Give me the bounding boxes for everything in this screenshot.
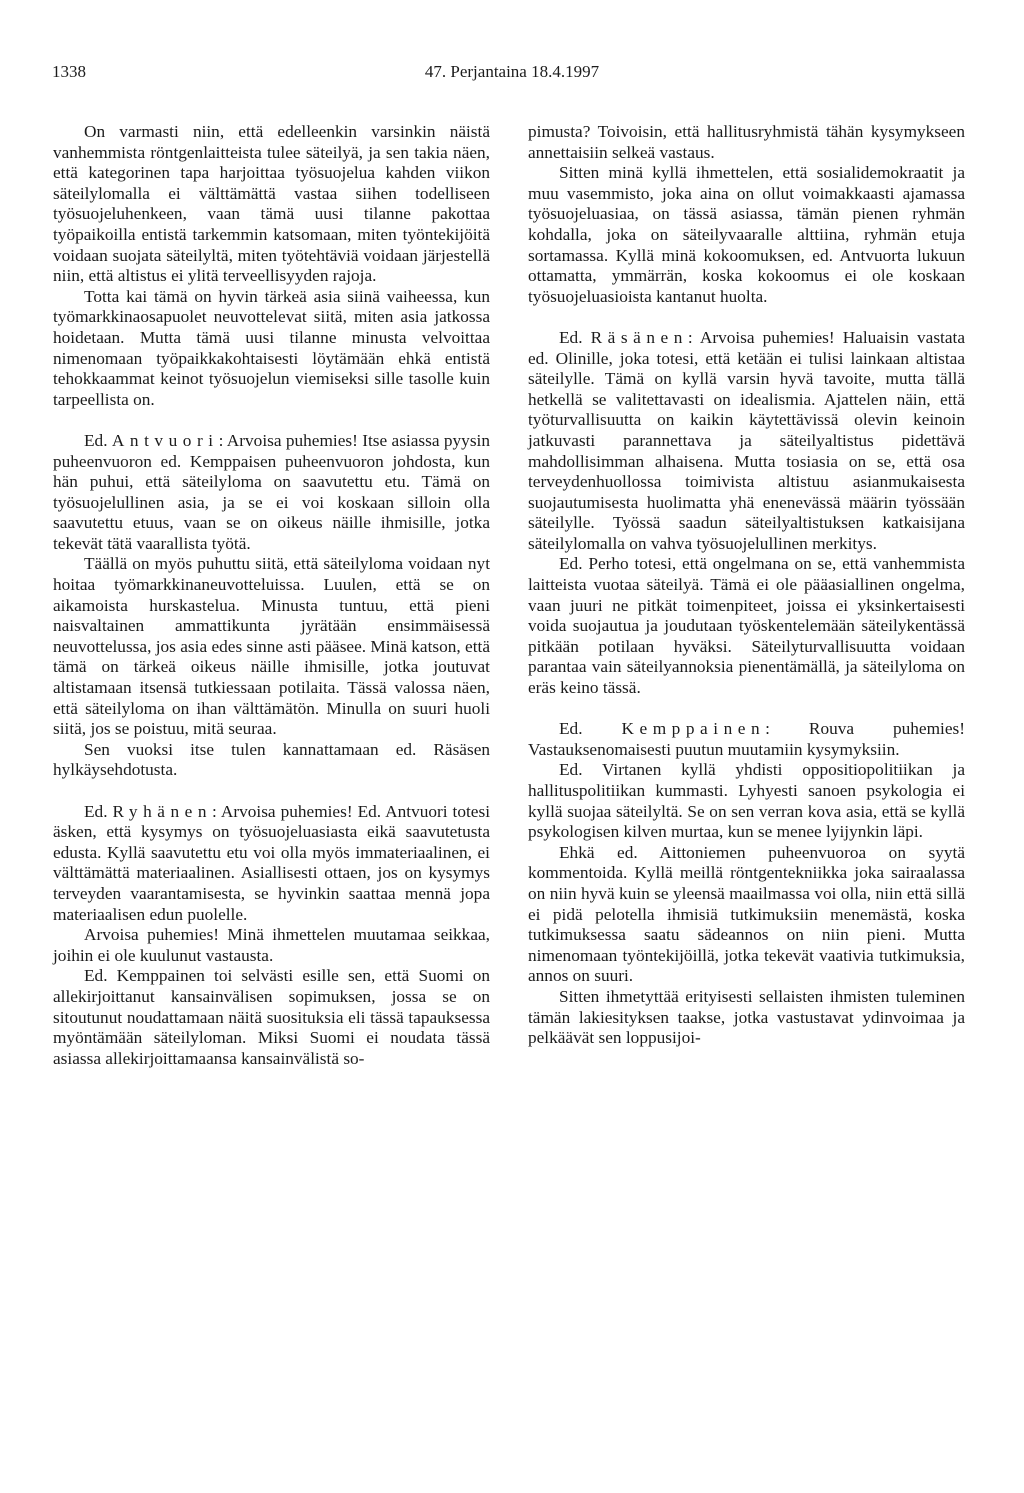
speech-paragraph bbox=[528, 328, 965, 555]
speech-prefix: Ed. bbox=[84, 801, 113, 821]
paragraph: Ed. Perho totesi, että ongelmana on se, että vanhemmista laitteista vuotaa säteilyä. Tämä ei ole pääasiallinen ongelma, vaan juuri ne pitkät toimenpiteet, joissa ei yksinkertaisesti voida suojautua ja joudutaan työskentelemään säteilykentässä pitkään potilaan hyväksi. Säteilyturvallisuutta voidaan parantaa vain säteilyannoksia pienentämällä, ja säteilyloma on eräs keino tässä. bbox=[528, 554, 965, 698]
paragraph: Täällä on myös puhuttu siitä, että säteilyloma voidaan nyt hoitaa työmarkkinaneuvotteluissa. Luulen, että se on aikamoista hurskastelua. Minusta tuntuu, että pieni naisvaltainen ammattikunta jyrätään ensimmäisessä neuvottelussa, jos asia edes sinne asti pääsee. Minä katson, että tämä on tärkeä oikeus näille ihmisille, jotka joutuvat altistamaan itsensä tutkiessaan potilaita. Tässä valossa näen, että säteilyloma on ihan välttämätön. Minulla on suuri huoli siitä, jos se poistuu, mitä seuraa. bbox=[53, 554, 490, 739]
speech-text: : Arvoisa puhemies! Ed. Antvuori totesi äsken, että kysymys on työsuojeluasiasta eikä saavutetusta edusta. Kyllä saavutettu etu voi olla myös immateriaalinen, ei välttämättä materiaalinen. Asiallisesti ottaen, jos on kysymys terveyden vaarantamisesta, se hyvinkin saattaa mennä jopa materiaalisen edun puolelle. bbox=[53, 801, 490, 924]
paragraph: Sen vuoksi itse tulen kannattamaan ed. Räsäsen hylkäysehdotusta. bbox=[53, 739, 490, 780]
speaker-name: Kemppainen bbox=[621, 719, 766, 739]
speaker-name: Antvuori bbox=[111, 430, 219, 450]
speaker-name: Räsänen bbox=[590, 327, 688, 347]
paragraph: Ehkä ed. Aittoniemen puheenvuoroa on syytä kommentoida. Kyllä meillä röntgentekniikka joka sairaalassa on niin hyvä kuin se yleensä maailmassa voi olla, niin että sillä ei pidä pelotella ihmisiä tutkimuksiin menemästä, koska tutkimuksessa saatu sädeannos on niin pieni. Mutta nimenomaan työntekijöillä, jotka tekevät vaativia tutkimuksia, annos on suuri. bbox=[528, 842, 965, 986]
continued-paragraph: pimusta? Toivoisin, että hallitusryhmistä tähän kysymykseen annettaisiin selkeä vastaus. bbox=[528, 122, 965, 162]
speech-prefix: Ed. bbox=[559, 719, 622, 739]
running-title: 47. Perjantaina 18.4.1997 bbox=[424, 62, 600, 81]
right-column bbox=[528, 122, 965, 1049]
speech-text: : Rouva puhemies! Vastauksenomaisesti puutun muutamiin kysymyksiin. bbox=[528, 719, 965, 759]
speech-prefix: Ed. bbox=[84, 430, 112, 450]
speech-paragraph bbox=[53, 802, 490, 926]
paragraph: Arvoisa puhemies! Minä ihmettelen muutamaa seikkaa, joihin ei ole kuulunut vastausta. bbox=[53, 925, 490, 965]
speaker-name: Ryhänen bbox=[112, 801, 213, 821]
paragraph: Ed. Kemppainen toi selvästi esille sen, että Suomi on allekirjoittanut kansainvälisen sopimuksen, jossa se on sitoutunut noudattamaan näitä suosituksia eli tässä tapauksessa myöntämään säteilyloman. Miksi Suomi ei noudata tässä asiassa allekirjoittamaansa kansainvälistä so- bbox=[53, 966, 490, 1068]
speech-text: : Arvoisa puhemies! Itse asiassa pyysin puheenvuoron ed. Kemppaisen puheenvuoron johdosta, kun hän puhui, että säteilyloma on saavutettu etu. Tämä on työsuojelullinen asia, ja se ei voi koskaan silloin olla saavutettu etuus, vaan se on oikeus näille ihmisille, jotka tekevät tätä vaarallista työtä. bbox=[53, 430, 490, 553]
speech-paragraph bbox=[53, 431, 490, 555]
paragraph: On varmasti niin, että edelleenkin varsinkin näistä vanhemmista röntgenlaitteista tulee säteilyä, ja sen takia näen, että kategorinen tapa harjoittaa työsuojelua kahden viikon säteilylomalla ei välttämättä vastaa siihen todelliseen työsuojeluhenkeen, vaan tämä uusi tilanne pakottaa työpaikoilla entistä tarkemmin katsomaan, miten työntekijöitä voidaan suojata säteilyltä, miten työtehtäviä voidaan järjestellä niin, että altistus ei ylitä terveellisyyden rajoja. bbox=[53, 122, 490, 286]
paragraph: Ed. Virtanen kyllä yhdisti oppositiopolitiikan ja hallituspolitiikan kummasti. Lyhyesti sanoen psykologia ei kyllä suojaa säteilyltä. Se on sen verran kova asia, että se kyllä psykologisen kilven murtaa, kun se menee lyijynkin läpi. bbox=[528, 760, 965, 842]
speech-prefix: Ed. bbox=[559, 327, 591, 347]
page-header bbox=[52, 62, 972, 88]
paragraph: Totta kai tämä on hyvin tärkeä asia siinä vaiheessa, kun työmarkkinaosapuolet neuvottelevat siitä, miten asia jatkossa hoidetaan. Mutta tämä uusi tilanne minusta velvoittaa nimenomaan työpaikkakohtaisesti löytämään ehkä entistä tehokkaammat keinot työsuojelun viemiseksi sille tasolle kuin tarpeellista on. bbox=[53, 286, 490, 409]
paragraph: Sitten ihmetyttää erityisesti sellaisten ihmisten tuleminen tämän lakiesityksen taakse, jotka vastustavat ydinvoimaa ja pelkäävät sen loppusijoi- bbox=[528, 986, 965, 1048]
speech-paragraph bbox=[528, 719, 965, 760]
page-number: 1338 bbox=[52, 62, 86, 81]
paragraph: Sitten minä kyllä ihmettelen, että sosialidemokraatit ja muu vasemmisto, joka aina on ollut voimakkaasti ajamassa työsuojeluasiaa, on tässä asiassa, tämän pienen ryhmän kohdalla, joka on säteilyvaaralle alttiina, ryhmän etuja sortamassa. Kyllä minä kokoomuksen, ed. Antvuorta lukuun ottamatta, ymmärrän, koska kokoomus ei ole koskaan työsuojeluasioista kantanut huolta. bbox=[528, 163, 965, 306]
left-column bbox=[53, 122, 490, 1069]
speech-text: : Arvoisa puhemies! Haluaisin vastata ed. Olinille, joka totesi, että ketään ei tulisi lainkaan altistaa säteilylle. Tämä on kyllä varsin hyvä tavoite, mutta tällä hetkellä se valitettavasti on idealismia. Ajattelen näin, että työturvallisuutta on kaikin käytettävissä olevin keinoin jatkuvasti parannettava ja säteilyaltistus pidettävä mahdollisimman alhaisena. Mutta tosiasia on se, että osa terveydenhuollossa toimivista altistuu asianmukaisesta suojautumisesta huolimatta yhä enenevässä määrin työssään säteilylle. Työssä saadun säteilyaltistuksen katkaisijana säteilylomalla on vahva työsuojelullinen merkitys. bbox=[528, 327, 965, 553]
